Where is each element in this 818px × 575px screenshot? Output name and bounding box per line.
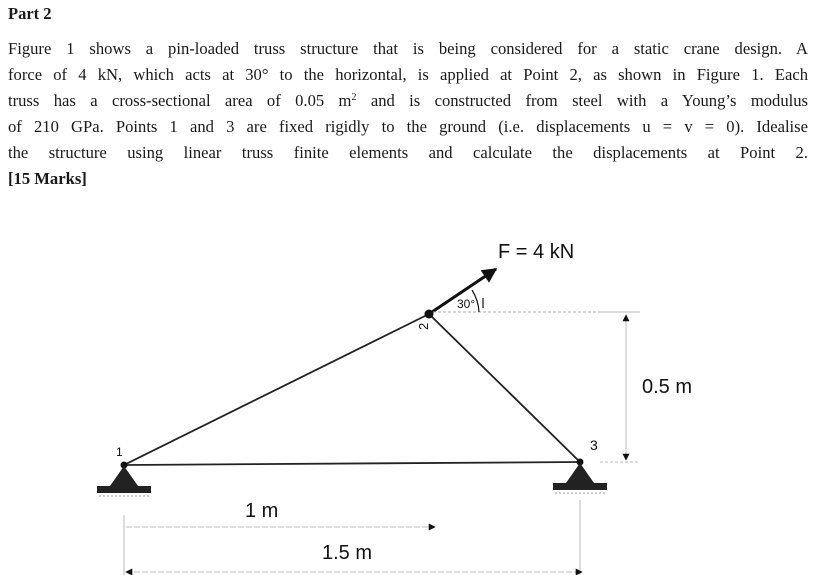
area-unit-superscript: 2	[351, 92, 357, 103]
support-1-icon	[97, 466, 151, 496]
support-3-icon	[553, 463, 607, 493]
height-label: 0.5 m	[642, 376, 693, 398]
marks-label: [15 Marks]	[8, 169, 87, 188]
node-2-label: 2	[416, 322, 431, 330]
paragraph-line-3-text-a: truss has a cross-sectional area of 0.05 m	[8, 91, 352, 110]
force-label: F = 4 kN	[498, 241, 575, 263]
section-heading: Part 2	[8, 4, 52, 23]
truss-member-1-2	[124, 314, 429, 465]
paragraph-line-1: Figure 1 shows a pin-loaded truss structure that is being considered for a static crane design. A	[8, 39, 808, 58]
dim-1m-label: 1 m	[245, 500, 279, 522]
paragraph-line-4: of 210 GPa. Points 1 and 3 are fixed rigidly to the ground (i.e. displacements u = v = 0). Idealise	[8, 117, 808, 136]
node-1-label: 1	[116, 445, 123, 459]
paragraph-line-2: force of 4 kN, which acts at 30° to the horizontal, is applied at Point 2, as shown in Figure 1. Each	[8, 65, 808, 84]
paragraph-line-3-text-b: and is constructed from steel with a Young’s modulus	[356, 91, 808, 110]
truss-member-1-3	[124, 462, 580, 465]
truss-member-2-3	[429, 314, 580, 462]
node-3-label: 3	[590, 437, 598, 453]
angle-label: 30°	[457, 297, 476, 311]
paragraph-line-5: the structure using linear truss finite elements and calculate the displacements at Point 2.	[8, 143, 808, 162]
dim-1-5m-label: 1.5 m	[322, 542, 373, 564]
